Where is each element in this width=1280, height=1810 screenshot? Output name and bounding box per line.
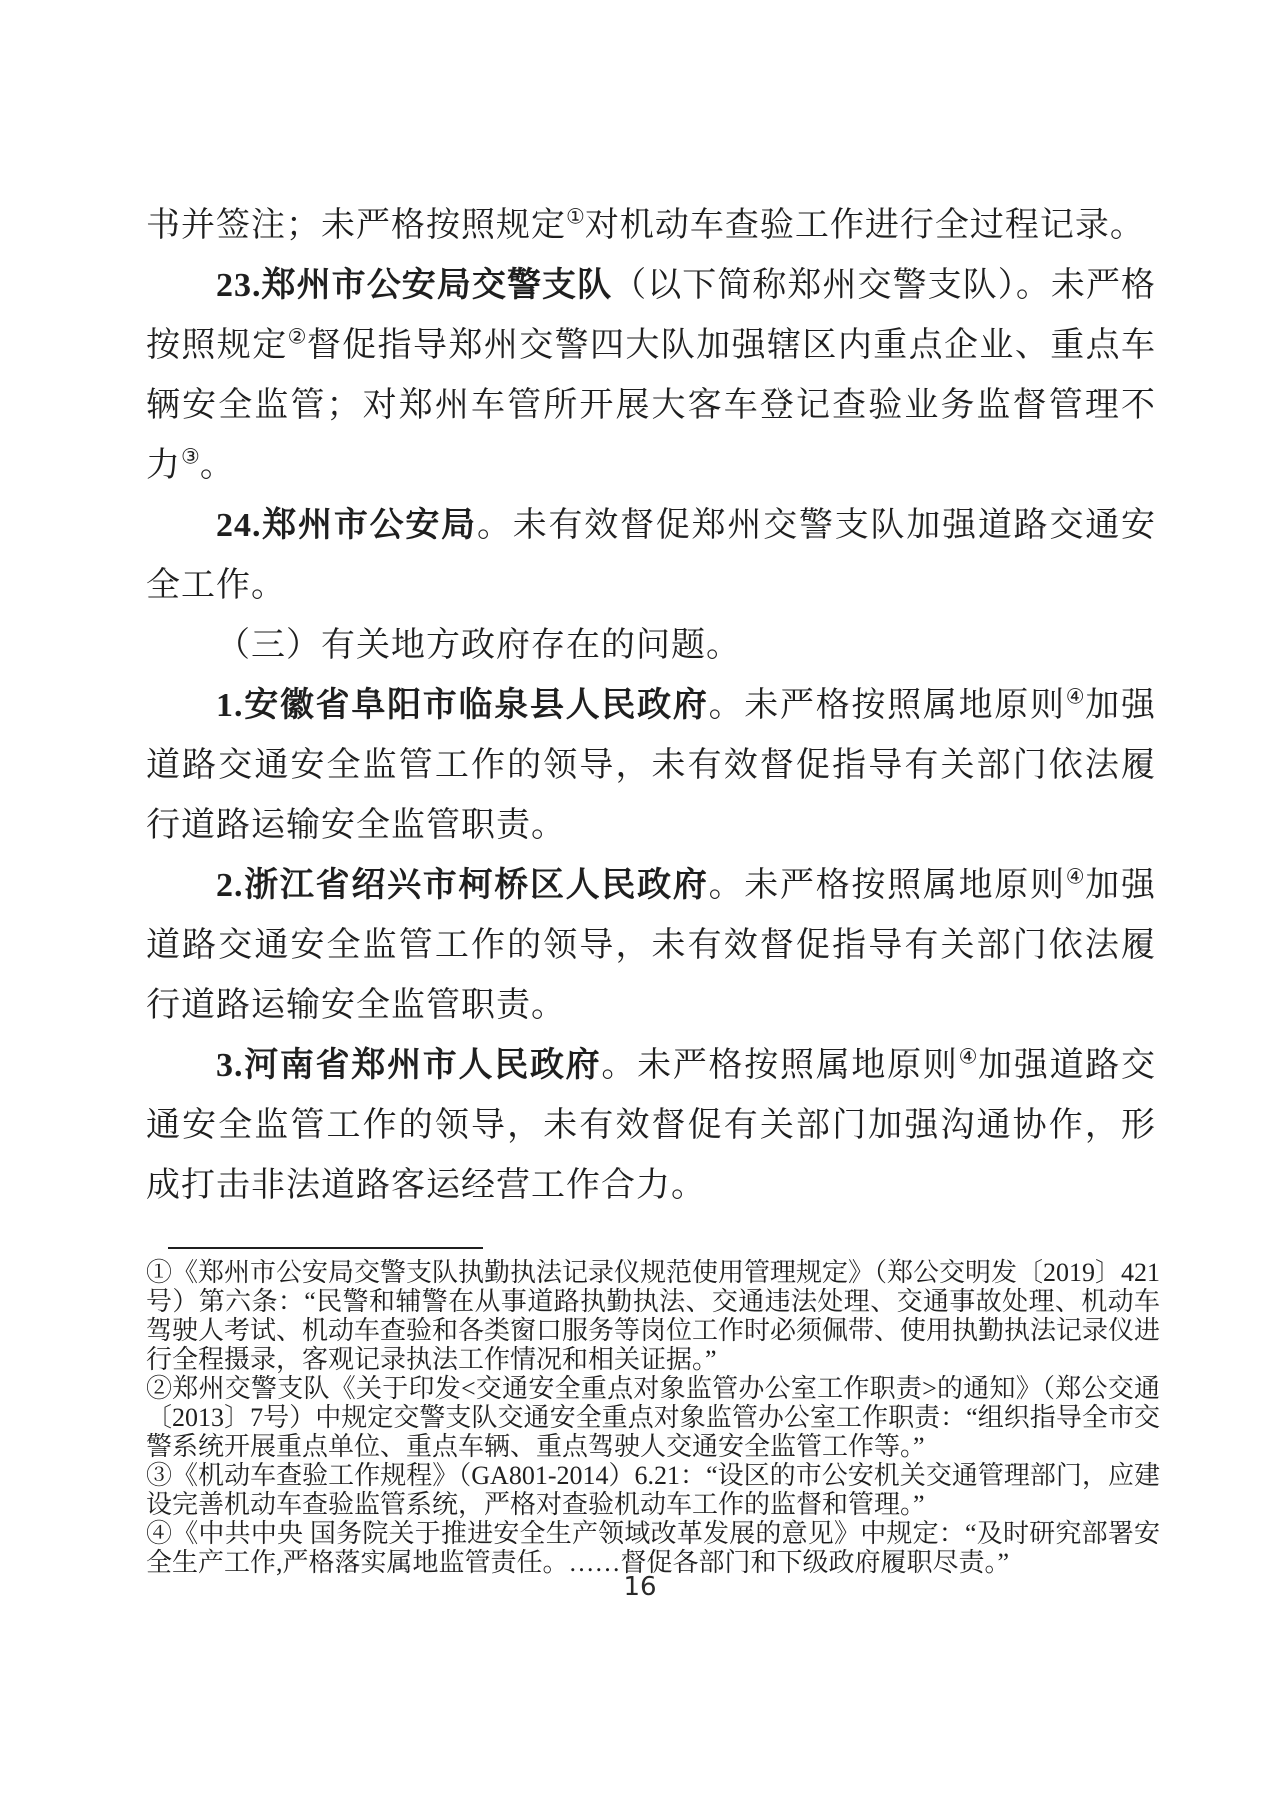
footnote-reference: ② (287, 324, 307, 349)
text-run: 加强道路交通安全监管工作的领导，未有效督促指导有关部门依法履行道路运输安全监管职责。 (146, 687, 1157, 844)
text-run: 书并签注；未严格按照规定 (146, 207, 566, 244)
text-run: 。未严格按照属地原则 (708, 687, 1066, 724)
main-text (146, 196, 1156, 1216)
paragraph (146, 1036, 1156, 1216)
text-run: 。未严格按照属地原则 (708, 867, 1066, 904)
footnote-reference: ④ (1065, 684, 1086, 709)
text-run: 。未严格按照属地原则 (601, 1047, 959, 1084)
footnote-item: ①《郑州市公安局交警支队执勤执法记录仪规范使用管理规定》（郑公交明发〔2019〕421号）第六条：“民警和辅警在从事道路执勤执法、交通违法处理、交通事故处理、机动车驾驶人考试、机动车查验和各类窗口服务等岗位工作时必须佩带、使用执勤执法记录仪进行全程摄录，客观记录执法工作情况和相关证据。” (146, 1258, 1161, 1374)
text-run: 加强道路交通安全监管工作的领导，未有效督促有关部门加强沟通协作，形成打击非法道路客运经营工作合力。 (146, 1047, 1157, 1204)
paragraph (146, 676, 1156, 856)
text-run: 。未有效督促郑州交警支队加强道路交通安全工作。 (146, 507, 1157, 604)
footnote-item: ②郑州交警支队《关于印发<交通安全重点对象监管办公室工作职责>的通知》（郑公交通〔2013〕7号）中规定交警支队交通安全重点对象监管办公室工作职责：“组织指导全市交警系统开展重点单位、重点车辆、重点驾驶人交通安全监管工作等。” (146, 1374, 1160, 1461)
footnote-item: ③《机动车查验工作规程》（GA801-2014）6.21：“设区的市公安机关交通管理部门，应建设完善机动车查验监管系统，严格对查验机动车工作的监督和管理。” (146, 1461, 1160, 1519)
text-run: 2.浙江省绍兴市柯桥区人民政府 (216, 867, 709, 904)
footnotes (146, 1258, 1160, 1577)
footnote-item: ④《中共中央 国务院关于推进安全生产领域改革发展的意见》中规定：“及时研究部署安全生产工作,严格落实属地监管责任。……督促各部门和下级政府履职尽责。” (146, 1519, 1160, 1577)
page-number: 16 (623, 1572, 657, 1602)
footnote-reference: ① (566, 204, 585, 229)
paragraph (146, 856, 1156, 1036)
footnote-reference: ③ (181, 444, 200, 469)
paragraph (146, 256, 1156, 496)
text-run: 督促指导郑州交警四大队加强辖区内重点企业、重点车辆安全监管；对郑州车管所开展大客车登记查验业务监督管理不力 (146, 327, 1157, 484)
text-run: 1.安徽省阜阳市临泉县人民政府 (216, 687, 709, 724)
text-run: （三）有关地方政府存在的问题。 (216, 627, 741, 664)
text-run: 3.河南省郑州市人民政府 (216, 1047, 602, 1084)
text-run: 对机动车查验工作进行全过程记录。 (584, 207, 1145, 244)
paragraph (146, 616, 1156, 676)
footnote-reference: ④ (1065, 864, 1086, 889)
footnote-reference: ④ (958, 1044, 979, 1069)
text-run: 加强道路交通安全监管工作的领导，未有效督促指导有关部门依法履行道路运输安全监管职责。 (146, 867, 1157, 1024)
paragraph (146, 496, 1156, 616)
text-run: （以下简称郑州交警支队）。未严格按照规定 (146, 267, 1157, 364)
text-run: 。 (199, 447, 235, 484)
footnote-separator (168, 1247, 483, 1249)
paragraph (146, 196, 1156, 256)
text-run: 24.郑州市公安局 (216, 507, 477, 544)
text-run: 23.郑州市公安局交警支队 (216, 267, 613, 304)
